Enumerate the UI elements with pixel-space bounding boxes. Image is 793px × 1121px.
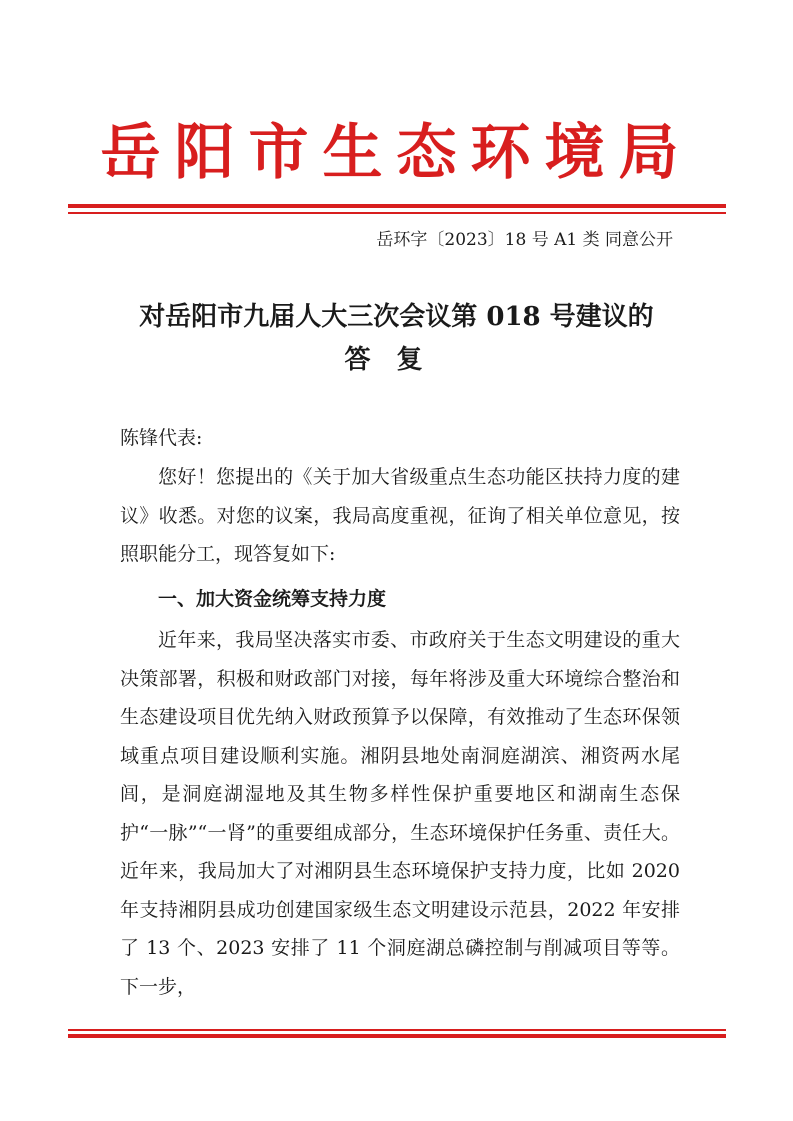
document-title-line1: 对岳阳市九届人大三次会议第 018 号建议的 <box>139 302 654 332</box>
footer-divider-thick <box>68 1034 726 1038</box>
body-paragraph-1: 您好！您提出的《关于加大省级重点生态功能区扶持力度的建议》收悉。对您的议案，我局高度重视，征询了相关单位意见，按照职能分工，现答复如下: <box>120 466 680 565</box>
header-divider-thick <box>68 204 726 208</box>
document-title-line2 <box>0 341 793 379</box>
section-heading-1: 一、加大资金统筹支持力度 <box>158 588 387 610</box>
document-reference-number: 岳环字〔2023〕18 号 A1 类 同意公开 <box>376 230 673 250</box>
salutation: 陈锋代表: <box>120 427 203 449</box>
document-title-reply: 答复 <box>344 345 449 375</box>
body-paragraph-2: 近年来，我局坚决落实市委、市政府关于生态文明建设的重大决策部署，积极和财政部门对接，每年将涉及重大环境综合整治和生态建设项目优先纳入财政预算予以保障，有效推动了生态环保领域重点项目建设顺利实施。湘阴县地处南洞庭湖滨、湘资两水尾闾，是洞庭湖湿地及其生物多样性保护重要地区和湖南生态保护“一脉”“一肾”的重要组成部分，生态环境保护任务重、责任大。近年来，我局加大了对湘阴县生态环境保护支持力度，比如 2020 年支持湘阴县成功创建国家级生态文明建设示范县，2022 年安排了 13 个、2023 安排了 11 个洞庭湖总磷控制与削减项目等等。下一步， <box>120 629 680 998</box>
agency-name-header: 岳阳市生态环境局 <box>100 118 693 188</box>
footer-divider-thin <box>68 1029 726 1031</box>
header-divider-thin <box>68 212 726 214</box>
